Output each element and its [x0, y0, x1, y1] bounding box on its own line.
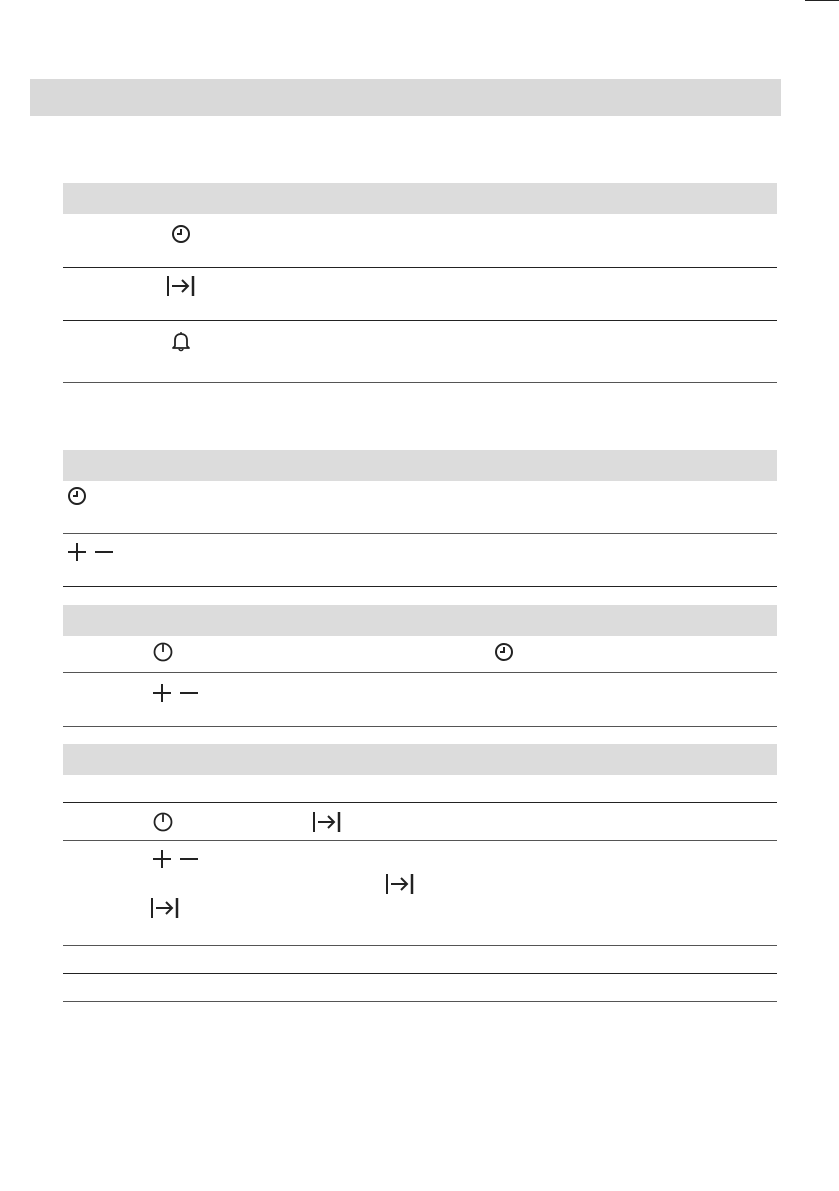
clock-icon: [493, 641, 515, 663]
table-header: [63, 450, 777, 481]
row-divider: [63, 973, 777, 974]
row-divider: [63, 945, 777, 946]
row-divider: [63, 533, 777, 534]
table-header: [63, 183, 777, 214]
table-clock-functions: [63, 183, 777, 383]
minus-icon: [93, 541, 115, 563]
clock-icon: [170, 223, 192, 245]
table-bottom-rule: [63, 382, 777, 383]
row-divider: [63, 840, 777, 841]
row-divider: [63, 320, 777, 321]
duration-end-icon: [312, 811, 342, 833]
table-header: [63, 744, 777, 775]
minus-icon: [178, 682, 200, 704]
section-heading-bar: [30, 79, 781, 116]
table-set-time: [63, 450, 777, 590]
plus-icon: [151, 848, 173, 870]
table-duration: [63, 744, 777, 1006]
table-change-time: [63, 605, 777, 730]
power-icon: [152, 811, 174, 833]
row-divider: [63, 802, 777, 803]
row-divider: [63, 672, 777, 673]
power-icon: [152, 641, 174, 663]
row-divider: [63, 267, 777, 268]
clock-icon: [66, 485, 88, 507]
table-bottom-rule: [63, 586, 777, 587]
bell-icon: [171, 330, 191, 352]
table-bottom-rule: [63, 726, 777, 727]
plus-icon: [151, 682, 173, 704]
table-header: [63, 605, 777, 636]
duration-end-icon: [150, 897, 180, 919]
table-bottom-rule: [63, 1001, 777, 1002]
duration-end-icon: [385, 873, 415, 895]
minus-icon: [178, 848, 200, 870]
duration-end-icon: [166, 275, 196, 297]
plus-icon: [66, 541, 88, 563]
